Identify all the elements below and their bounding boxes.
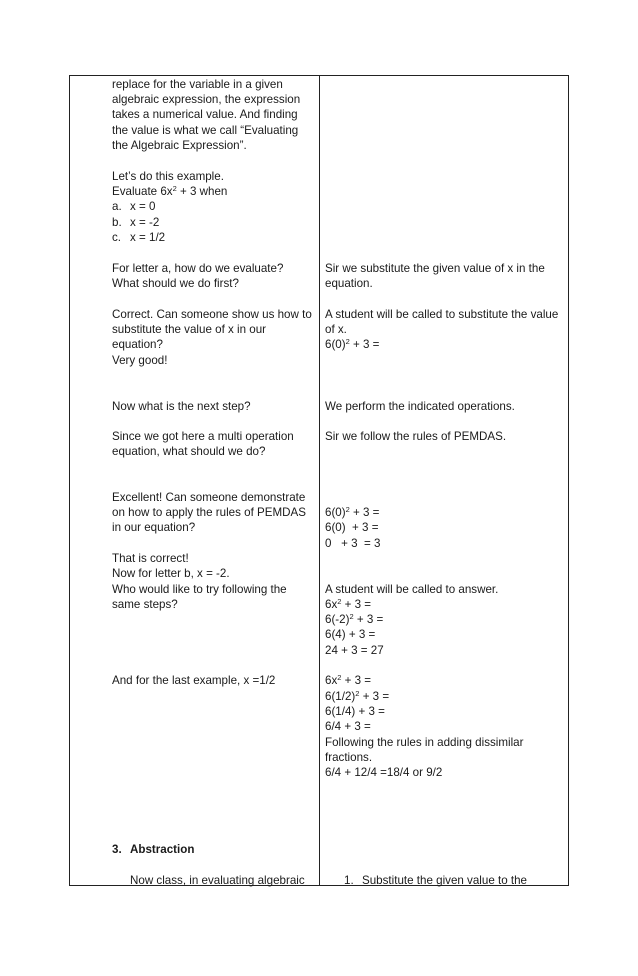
- answer-line: Sir we follow the rules of PEMDAS.: [325, 430, 507, 443]
- question-line: same steps?: [112, 598, 178, 611]
- equation-line: 24 + 3 = 27: [325, 644, 384, 657]
- question-line: That is correct!: [112, 552, 189, 565]
- question-line: Now what is the next step?: [112, 400, 251, 413]
- equation-line: $6(-2)^2 + 3$ =: [325, 612, 384, 626]
- answer-line: Sir we substitute the given value of x in the: [325, 262, 545, 275]
- equation-line: 6(0) + 3 =: [325, 521, 379, 534]
- intro-line: the value is what we call “Evaluating: [112, 124, 299, 137]
- choice-c-text: x = 1/2: [130, 231, 166, 244]
- choice-c: c.: [112, 231, 122, 244]
- abstraction-text: Now class, in evaluating algebraic: [130, 874, 305, 887]
- equation-line: 6/4 + 3 =: [325, 720, 371, 733]
- question-line: Now for letter b, x = -2.: [112, 567, 230, 580]
- intro-line: algebraic expression, the expression: [112, 93, 301, 106]
- intro-line: takes a numerical value. And finding: [112, 108, 298, 121]
- section-number: 3.: [112, 843, 122, 856]
- step-text: Substitute the given value to the: [362, 874, 528, 887]
- equation-line: $6(0)^2 + 3$ =: [325, 337, 380, 351]
- answer-line: Following the rules in adding dissimilar: [325, 736, 524, 749]
- answer-line: of x.: [325, 323, 347, 336]
- section-heading: Abstraction: [130, 843, 195, 856]
- step-number: 1.: [344, 874, 354, 887]
- equation-line: 6(1/4) + 3 =: [325, 705, 385, 718]
- question-line: Who would like to try following the: [112, 583, 287, 596]
- question-line: Since we got here a multi operation: [112, 430, 294, 443]
- equation-line: $6(1/2)^2 + 3$ =: [325, 689, 390, 703]
- equation-line: $6x^2 + 3$ =: [325, 673, 372, 687]
- equation-line: 0 + 3 = 3: [325, 537, 381, 550]
- question-line: equation?: [112, 338, 163, 351]
- evaluate-line: Evaluate $6x^2 + 3$ when: [112, 184, 228, 198]
- answer-line: A student will be called to substitute the value: [325, 308, 559, 321]
- equation-line: $6x^2 + 3$ =: [325, 597, 372, 611]
- question-line: equation, what should we do?: [112, 445, 266, 458]
- question-line: What should we do first?: [112, 277, 239, 290]
- equation-line: $6(0)^2 + 3$ =: [325, 505, 380, 519]
- question-line: in our equation?: [112, 521, 196, 534]
- intro-line: replace for the variable in a given: [112, 78, 283, 91]
- choice-a-text: x = 0: [130, 200, 156, 213]
- question-line: Excellent! Can someone demonstrate: [112, 491, 306, 504]
- choice-b-text: x = -2: [130, 216, 160, 229]
- question-line: on how to apply the rules of PEMDAS: [112, 506, 306, 519]
- question-line: And for the last example, x =1/2: [112, 674, 276, 687]
- equation-line: 6(4) + 3 =: [325, 628, 376, 641]
- question-line: For letter a, how do we evaluate?: [112, 262, 284, 275]
- answer-line: equation.: [325, 277, 373, 290]
- equation-line: 6/4 + 12/4 =18/4 or 9/2: [325, 766, 443, 779]
- column-divider: [319, 75, 320, 886]
- answer-line: We perform the indicated operations.: [325, 400, 515, 413]
- answer-line: A student will be called to answer.: [325, 583, 499, 596]
- question-line: Correct. Can someone show us how to: [112, 308, 312, 321]
- example-intro: Let’s do this example.: [112, 170, 224, 183]
- answer-line: fractions.: [325, 751, 373, 764]
- intro-line: the Algebraic Expression”.: [112, 139, 247, 152]
- question-line: Very good!: [112, 354, 168, 367]
- choice-a: a.: [112, 200, 122, 213]
- choice-b: b.: [112, 216, 122, 229]
- question-line: substitute the value of x in our: [112, 323, 267, 336]
